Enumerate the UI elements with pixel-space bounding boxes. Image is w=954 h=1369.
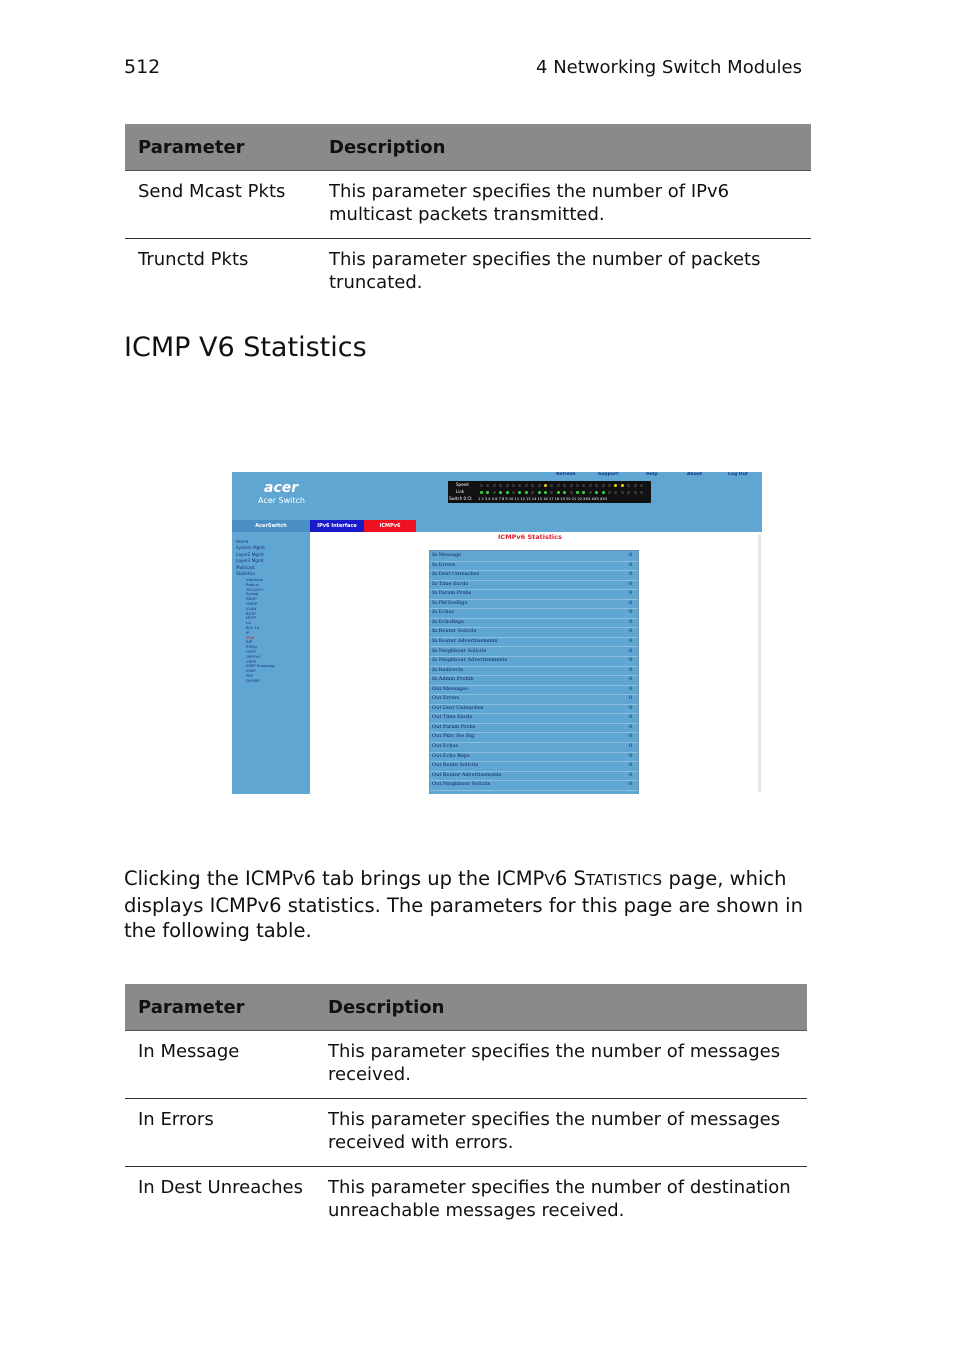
port-led-icon — [595, 484, 598, 487]
stat-value: 0 — [628, 628, 632, 635]
stat-value: 0 — [628, 599, 632, 606]
switch-label: Switch 0 Ct — [449, 496, 472, 501]
port-led-icon — [640, 484, 643, 487]
sidebar-menu — [232, 532, 310, 794]
speed-label: Speed — [456, 482, 469, 487]
header-description: Description — [315, 984, 807, 1031]
stat-name: In Admin Prohib — [432, 676, 474, 683]
port-led-icon — [602, 491, 605, 494]
param-name: In Dest Unreaches — [138, 1177, 303, 1198]
link-label: Link — [456, 489, 465, 494]
stats-row — [430, 780, 638, 791]
port-led-icon — [589, 491, 592, 494]
stat-name: In Message — [432, 552, 462, 558]
stat-name: Out Pkts Too Big — [432, 733, 475, 740]
link-leds — [480, 491, 646, 495]
stats-table — [429, 550, 639, 794]
header-parameter: Parameter — [125, 984, 315, 1031]
stat-name: In Echos — [432, 609, 455, 616]
port-led-icon — [525, 491, 528, 494]
port-led-icon — [499, 484, 502, 487]
port-status-panel — [448, 481, 651, 503]
page-number: 512 — [124, 56, 161, 78]
sidebar-item[interactable]: IGMP Snooping — [246, 663, 275, 669]
param-name: Send Mcast Pkts — [125, 171, 316, 239]
stat-value: 0 — [628, 695, 632, 702]
sidebar-item[interactable]: IP — [246, 629, 250, 635]
stat-value: 0 — [628, 752, 632, 759]
icmpv6-screenshot — [232, 472, 762, 794]
sidebar-item[interactable]: IGMP — [246, 668, 256, 674]
stat-name: In Router Solicits — [432, 628, 477, 635]
port-led-icon — [512, 484, 515, 487]
port-led-icon — [621, 484, 624, 487]
stat-value: 0 — [628, 743, 632, 749]
port-led-icon — [614, 484, 617, 487]
stat-name: Out Messages — [432, 685, 468, 692]
port-led-icon — [525, 484, 528, 487]
port-led-icon — [486, 491, 489, 494]
sidebar-item[interactable]: Layer2 Mgmt — [236, 551, 264, 557]
sidebar-item[interactable]: Layer3 Mgmt — [236, 558, 264, 564]
port-led-icon — [634, 491, 637, 494]
port-led-icon — [602, 484, 605, 487]
stat-value: 0 — [628, 685, 632, 692]
stat-value: 0 — [628, 637, 632, 644]
sidebar-item[interactable]: PIM — [246, 673, 253, 678]
stat-name: In PktTooBigs — [432, 599, 468, 606]
port-led-icon — [589, 484, 592, 487]
nav-refresh[interactable]: Refresh — [556, 472, 576, 477]
table-row — [125, 1031, 807, 1099]
stat-name: Out Dest Unreaches — [432, 704, 484, 711]
port-led-icon — [518, 491, 521, 494]
stat-value: 0 — [628, 552, 632, 558]
stat-name: In Time Excds — [432, 580, 469, 587]
nav-logout[interactable]: Log Out — [728, 472, 748, 477]
table-row — [125, 1167, 807, 1235]
stat-name: Out Router Advertisements — [432, 771, 502, 778]
port-led-icon — [634, 484, 637, 487]
port-numbers: 1 2 3 4 5 6 7 8 9 10 11 12 13 14 15 16 17 18 19 20 21 22 XX3 XX3 XX3 — [478, 497, 608, 501]
sidebar-item[interactable]: RIPng — [246, 644, 257, 650]
stat-name: Out Time Excds — [432, 714, 473, 721]
scrollbar[interactable] — [758, 534, 761, 792]
parameter-table-2 — [125, 984, 807, 1234]
port-led-icon — [563, 484, 566, 487]
stat-name: Out Echo Reps — [432, 752, 470, 759]
sidebar-item[interactable]: SNOP — [246, 596, 257, 602]
stat-name: In Param Probs — [432, 590, 472, 597]
param-name: In Message — [125, 1031, 315, 1099]
section-heading: ICMP V6 Statistics — [124, 332, 367, 363]
table-row — [125, 239, 811, 307]
port-led-icon — [570, 484, 573, 487]
port-led-icon — [582, 491, 585, 494]
small-caps-run: TATISTICS — [585, 871, 663, 889]
port-led-icon — [576, 484, 579, 487]
speed-leds — [480, 484, 646, 488]
stat-value: 0 — [628, 676, 632, 683]
port-led-icon — [480, 491, 483, 494]
stat-name: Out Param Probs — [432, 723, 476, 730]
port-led-icon — [544, 491, 547, 494]
body-paragraph — [124, 866, 804, 943]
port-led-icon — [595, 491, 598, 494]
stat-value: 0 — [628, 733, 632, 740]
text-run: 6 tab brings up the ICMP — [303, 867, 545, 890]
sidebar-item[interactable]: TACACS+ — [246, 586, 264, 592]
small-caps-run: V — [292, 871, 304, 889]
small-caps-run: V — [544, 871, 555, 889]
port-led-icon — [531, 484, 534, 487]
sidebar-item[interactable]: VRRP — [246, 658, 257, 664]
sidebar-item[interactable]: LA — [246, 620, 251, 626]
port-led-icon — [538, 491, 541, 494]
acer-logo: acer — [264, 480, 299, 496]
sidebar-item[interactable]: 802.1X — [246, 625, 260, 630]
sidebar-item[interactable]: System Mgmt — [236, 545, 265, 551]
port-led-icon — [538, 484, 541, 487]
port-led-icon — [582, 484, 585, 487]
tab-icmpv6[interactable]: ICMPv6 — [364, 520, 416, 532]
nav-about[interactable]: About — [687, 472, 703, 477]
port-led-icon — [627, 484, 630, 487]
stat-value: 0 — [628, 561, 632, 568]
port-led-icon — [570, 491, 573, 494]
sidebar-item[interactable]: OSPF — [246, 649, 256, 654]
sidebar-item[interactable]: RIP — [246, 639, 253, 645]
sidebar-item[interactable]: Statistics — [236, 571, 256, 576]
sidebar-item[interactable]: DVMRP — [246, 677, 260, 683]
stat-value: 0 — [628, 647, 632, 654]
port-led-icon — [640, 491, 643, 494]
port-led-icon — [499, 491, 502, 494]
stat-value: 0 — [628, 762, 632, 769]
sidebar-item[interactable]: OSPFv3 — [246, 653, 261, 659]
port-led-icon — [627, 491, 630, 494]
sidebar-item[interactable]: Radius — [246, 581, 259, 587]
port-led-icon — [493, 484, 496, 487]
tab-acerswitch[interactable]: AcerSwitch — [232, 520, 310, 532]
sidebar-item[interactable]: Interface — [246, 577, 263, 582]
port-led-icon — [506, 491, 509, 494]
param-desc: This parameter specifies the number of messages received with errors. — [315, 1099, 807, 1167]
sidebar-item[interactable]: MSTP — [246, 615, 257, 621]
parameter-table-1 — [125, 124, 811, 306]
stat-name: In Neighbour Solicits — [432, 647, 487, 654]
stat-name: Out Errors — [432, 695, 460, 702]
nav-help[interactable]: Help — [646, 472, 658, 477]
stat-name: In Errors — [432, 561, 456, 568]
stat-value: 0 — [628, 618, 632, 625]
port-led-icon — [550, 491, 553, 494]
header-description: Description — [316, 124, 811, 171]
stat-value: 0 — [628, 714, 632, 721]
table-row — [125, 171, 811, 239]
param-desc: This parameter specifies the number of messages received. — [315, 1031, 807, 1099]
stat-value: 0 — [628, 781, 632, 788]
stat-name: Out Route Solicits — [432, 762, 479, 769]
stat-value: 0 — [628, 771, 632, 778]
port-led-icon — [576, 491, 579, 494]
table-row — [125, 1099, 807, 1167]
port-led-icon — [518, 484, 521, 487]
stat-value: 0 — [628, 571, 632, 578]
stat-name: In Dest Unreaches — [432, 571, 480, 578]
sidebar-item[interactable]: Multicast — [236, 564, 255, 570]
stat-name: In Neighbour Advertisements — [432, 657, 508, 664]
port-led-icon — [614, 491, 617, 494]
stat-name: In Router Advertisements — [432, 637, 498, 644]
port-led-icon — [480, 484, 483, 487]
param-desc: This parameter specifies the number of IPv6 multicast packets transmitted. — [316, 171, 811, 239]
port-led-icon — [544, 484, 547, 487]
param-desc: This parameter specifies the number of packets truncated. — [329, 249, 761, 293]
stat-name: Out Neighbour Solicits — [432, 781, 491, 788]
tab-ipv6-interface[interactable]: IPv6 Interface — [310, 520, 364, 532]
stat-value: 0 — [628, 580, 632, 587]
stat-name: In EchoReps — [432, 618, 464, 625]
stat-value: 0 — [628, 704, 632, 711]
stat-value: 0 — [628, 666, 632, 673]
port-led-icon — [512, 491, 515, 494]
header-parameter: Parameter — [125, 124, 316, 171]
port-led-icon — [531, 491, 534, 494]
stats-title: ICMPv6 Statistics — [498, 533, 562, 541]
nav-support[interactable]: Support — [598, 472, 619, 477]
port-led-icon — [557, 491, 560, 494]
port-led-icon — [486, 484, 489, 487]
port-led-icon — [550, 484, 553, 487]
stat-value: 0 — [628, 657, 632, 664]
port-led-icon — [608, 491, 611, 494]
port-led-icon — [563, 491, 566, 494]
stat-name: In Redirects — [432, 666, 464, 673]
stat-value: 0 — [628, 590, 632, 597]
port-led-icon — [621, 491, 624, 494]
stat-name: Out Echos — [432, 743, 459, 749]
logo-subtitle: Acer Switch — [258, 496, 305, 505]
port-led-icon — [608, 484, 611, 487]
text-run: page, which displays ICMPv6 statistics. The parameters for this page are shown in the following table. — [124, 867, 803, 942]
stat-value: 0 — [628, 609, 632, 616]
sidebar-item[interactable]: RSTP — [246, 610, 256, 616]
sidebar-item[interactable]: GMRP — [246, 601, 258, 606]
param-name: In Errors — [125, 1099, 315, 1167]
port-led-icon — [557, 484, 560, 487]
running-header: 4 Networking Switch Modules — [536, 57, 802, 78]
param-name: Trunctd Pkts — [138, 249, 249, 270]
param-desc: This parameter specifies the number of destination unreachable messages received. — [328, 1177, 791, 1221]
sidebar-item[interactable]: IPv6 — [246, 634, 255, 640]
text-run: Clicking the ICMP — [124, 867, 293, 890]
stat-value: 0 — [628, 723, 632, 730]
sidebar-item[interactable]: Home — [236, 539, 249, 544]
sidebar-item[interactable]: Syslog — [246, 591, 259, 597]
port-led-icon — [506, 484, 509, 487]
text-run: 6 S — [554, 867, 586, 890]
sidebar-item[interactable]: VLAN — [246, 605, 257, 611]
table-header-row — [125, 124, 811, 171]
table-header-row — [125, 984, 807, 1031]
port-led-icon — [493, 491, 496, 494]
